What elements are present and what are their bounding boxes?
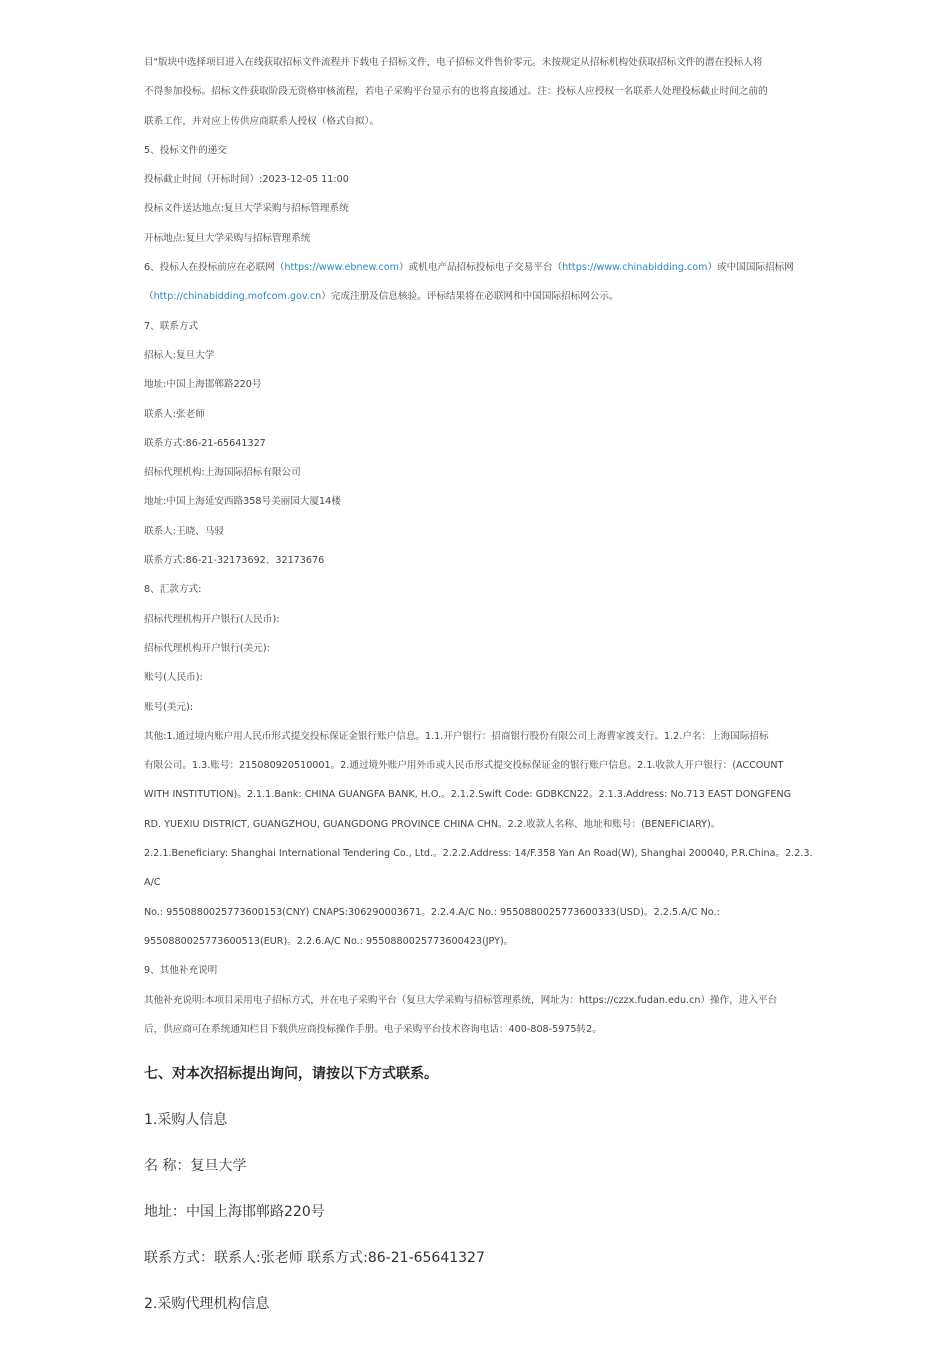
subsection-title-8: 8、汇款方式: <box>144 584 202 596</box>
remittance-other-line: No.: 9550880025773600153(CNY) CNAPS:306290003671。2.2.4.A/C No.: 9550880025773600333(USD)。2.2.5.A/C No.: <box>144 906 720 918</box>
registration-note-line2 <box>144 282 820 311</box>
agency-address: 地址:中国上海延安西路358号美丽园大厦14楼 <box>144 496 341 508</box>
account-rmb: 账号(人民币): <box>144 672 203 684</box>
agency-contact: 联系人:王晓、马骎 <box>144 525 224 537</box>
tenderer-contact: 联系人:张老师 <box>144 408 205 420</box>
tenderer: 招标人:复旦大学 <box>144 349 215 361</box>
ebnew-link[interactable]: https://www.ebnew.com <box>284 262 399 274</box>
supplementary-line: 后，供应商可在系统通知栏目下载供应商投标操作手册。电子采购平台技术咨询电话：400-808-5975转2。 <box>144 1023 602 1035</box>
registration-text: ）或机电产品招标投标电子交易平台（ <box>399 262 563 274</box>
remittance-other-line: RD. YUEXIU DISTRICT, GUANGZHOU, GUANGDONG PROVINCE CHINA CHN。2.2.收款人名称、地址和账号：(BENEFICIARY)。 <box>144 818 721 830</box>
registration-note-line1 <box>144 253 820 282</box>
document-body <box>144 48 820 1317</box>
buyer-name: 名 称：复旦大学 <box>144 1158 247 1175</box>
agency: 招标代理机构:上海国际招标有限公司 <box>144 467 301 479</box>
tenderer-phone: 联系方式:86-21-65641327 <box>144 437 266 449</box>
registration-text: 6、投标人在投标前应在必联网（ <box>144 262 285 274</box>
remittance-other-line: WITH INSTITUTION)。2.1.1.Bank: CHINA GUANGFA BANK, H.O.。2.1.2.Swift Code: GDBKCN22。2.1.3.Address: No.713 EAST DONGFENG <box>144 789 792 801</box>
remittance-other-line: 9550880025773600513(EUR)。2.2.6.A/C No.: 9550880025773600423(JPY)。 <box>144 935 514 947</box>
remittance-other-line: 其他:1.通过境内账户用人民币形式提交投标保证金银行账户信息。1.1.开户银行：招商银行股份有限公司上海曹家渡支行。1.2.户名：上海国际招标 <box>144 730 769 742</box>
registration-text: ）完成注册及信息核验。评标结果将在必联网和中国国际招标网公示。 <box>321 291 619 303</box>
subsection-title-7: 7、联系方式 <box>144 320 199 332</box>
paragraph-line: 不得参加投标。招标文件获取阶段无资格审核流程，若电子采购平台显示有的也将直接通过。注：投标人应授权一名联系人处理投标截止时间之前的 <box>144 86 768 98</box>
buyer-contact: 联系方式：联系人:张老师 联系方式:86-21-65641327 <box>144 1250 485 1267</box>
supplementary-line: 其他补充说明:本项目采用电子招标方式，并在电子采购平台（复旦大学采购与招标管理系统，网址为：https://czzx.fudan.edu.cn）操作，进入平台 <box>144 994 778 1006</box>
bid-deadline: 投标截止时间（开标时间）:2023-12-05 11:00 <box>144 174 349 186</box>
paragraph-line: 联系工作，并对应上传供应商联系人授权（格式自拟）。 <box>144 115 380 127</box>
remittance-other-line: 2.2.1.Beneficiary: Shanghai International Tendering Co., Ltd.。2.2.2.Address: 14/F.358 Yan An Road(W), Shanghai 200040, P.R.China。2.2.3.A/C <box>144 848 813 889</box>
subsection-title-5: 5、投标文件的递交 <box>144 144 227 156</box>
registration-text: ）或中国国际招标网 <box>707 262 794 274</box>
delivery-location: 投标文件送达地点:复旦大学采购与招标管理系统 <box>144 203 349 215</box>
buyer-info-title: 1.采购人信息 <box>144 1112 228 1129</box>
paragraph-line: 目"版块中选择项目进入在线获取招标文件流程并下载电子招标文件，电子招标文件售价零元。未按规定从招标机构处获取招标文件的潜在投标人将 <box>144 57 763 68</box>
opening-location: 开标地点:复旦大学采购与招标管理系统 <box>144 232 311 244</box>
registration-text: （ <box>144 291 154 303</box>
agent-info-title: 2.采购代理机构信息 <box>144 1296 270 1313</box>
bank-usd: 招标代理机构开户银行(美元): <box>144 642 270 654</box>
tenderer-address: 地址:中国上海邯郸路220号 <box>144 379 262 391</box>
chinabidding-link[interactable]: https://www.chinabidding.com <box>562 262 708 274</box>
remittance-other-line: 有限公司。1.3.账号：215080920510001。2.通过境外账户用外币或人民币形式提交投标保证金的银行账户信息。2.1.收款人开户银行：(ACCOUNT <box>144 760 784 772</box>
buyer-address: 地址：中国上海邯郸路220号 <box>144 1204 325 1221</box>
mofcom-link[interactable]: http://chinabidding.mofcom.gov.cn <box>153 291 322 303</box>
subsection-title-9: 9、其他补充说明 <box>144 965 218 977</box>
section-7-heading: 七、对本次招标提出询问，请按以下方式联系。 <box>144 1066 438 1083</box>
agency-phone: 联系方式:86-21-32173692、32173676 <box>144 555 325 567</box>
bank-rmb: 招标代理机构开户银行(人民币): <box>144 613 280 625</box>
account-usd: 账号(美元): <box>144 701 194 713</box>
